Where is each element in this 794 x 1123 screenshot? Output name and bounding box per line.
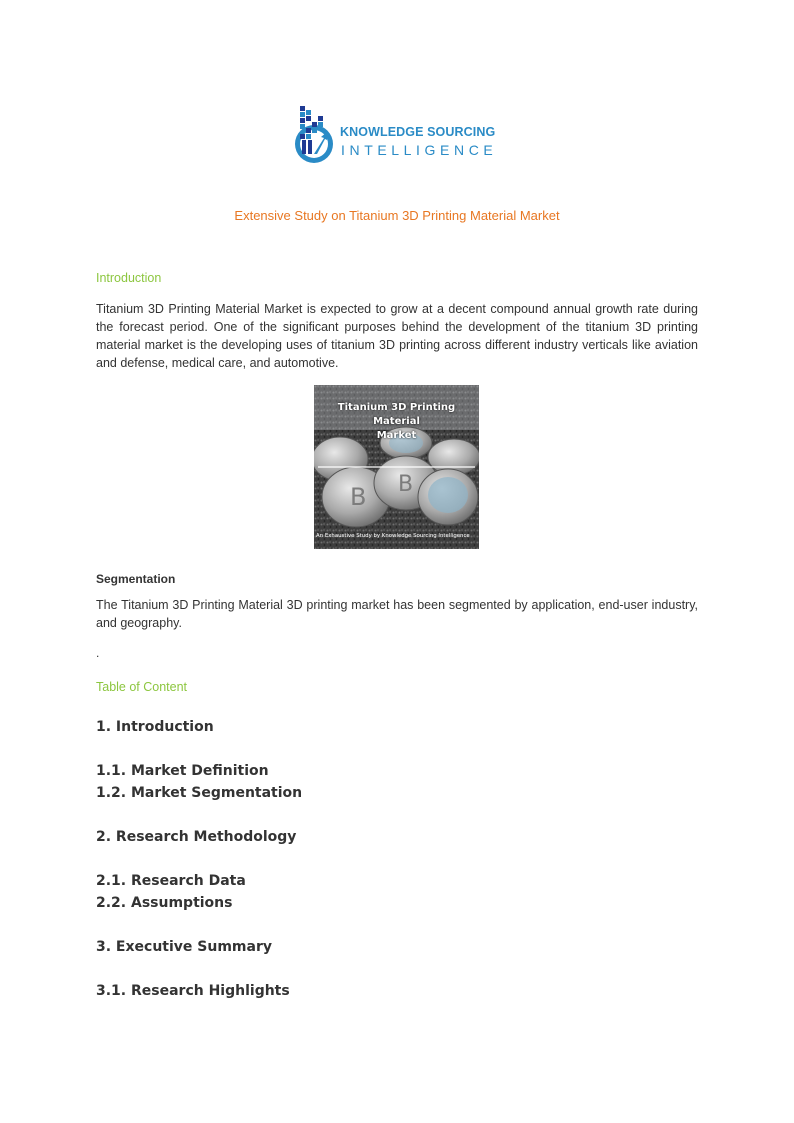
toc-item: 2.2. Assumptions xyxy=(96,895,233,911)
svg-text:B: B xyxy=(398,472,414,497)
cover-title-line2: Market xyxy=(376,430,417,441)
document-title: Extensive Study on Titanium 3D Printing Material Market xyxy=(234,208,560,223)
toc-item: 2.1. Research Data xyxy=(96,873,246,889)
toc-item: 3. Executive Summary xyxy=(96,939,272,955)
toc-item: 1.1. Market Definition xyxy=(96,763,269,779)
svg-text:B: B xyxy=(350,483,367,511)
segmentation-paragraph: The Titanium 3D Printing Material 3D printing market has been segmented by application, end-user industry, and geography. xyxy=(96,598,698,630)
cover-title-line1: Titanium 3D Printing Material xyxy=(337,402,456,427)
toc-item: 1. Introduction xyxy=(96,719,214,735)
cover-footer: An Exhaustive Study by Knowledge Sourcing Intelligence xyxy=(316,533,470,539)
logo-emblem-icon xyxy=(290,104,338,166)
report-cover-image xyxy=(314,385,479,549)
toc-item: 2. Research Methodology xyxy=(96,829,297,845)
intro-paragraph: Titanium 3D Printing Material Market is expected to grow at a decent compound annual growth rate during the forecast period. One of the significant purposes behind the development of the titanium 3D printing material market is the developing uses of titanium 3D printing across different industry verticals like aviation and defense, medical care, and automotive. xyxy=(96,302,698,370)
toc-item: 3.1. Research Highlights xyxy=(96,983,290,999)
separator-dot: . xyxy=(96,646,100,660)
cover-title xyxy=(314,401,479,443)
company-logo xyxy=(290,104,510,166)
intro-heading: Introduction xyxy=(96,271,162,285)
toc-item: 1.2. Market Segmentation xyxy=(96,785,303,801)
logo-text-top: KNOWLEDGE SOURCING xyxy=(340,125,496,139)
toc-heading: Table of Content xyxy=(96,680,188,694)
segmentation-heading: Segmentation xyxy=(96,572,176,586)
logo-text-bottom: INTELLIGENCE xyxy=(341,142,498,158)
